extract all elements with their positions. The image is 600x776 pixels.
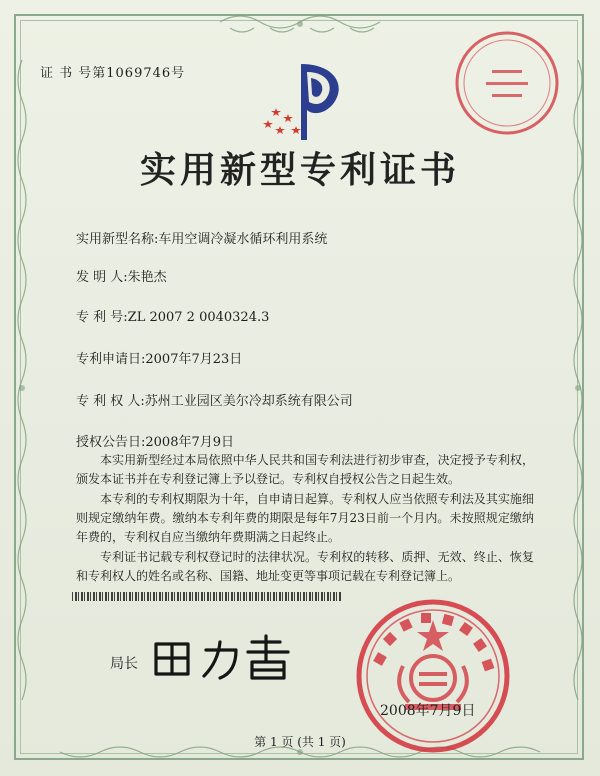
inventor-label: 发 明 人:: [76, 270, 128, 285]
page-title: 实用新型专利证书: [139, 149, 460, 191]
body-paragraph-1: 本实用新型经过本局依照中华人民共和国专利法进行初步审查，决定授予专利权，颁发本证书并在专利登记簿上予以登记。专利权自授权公告之日起生效。: [76, 453, 534, 486]
utility-model-name-label: 实用新型名称:: [76, 232, 159, 247]
patent-number-value: ZL 2007 2 0040324.3: [127, 310, 270, 325]
patent-number-label: 专 利 号:: [76, 310, 128, 325]
patent-holder-field: [76, 390, 353, 409]
inventor-value: 朱艳杰: [127, 270, 167, 285]
verification-stamp-icon: [452, 28, 562, 138]
certificate-number: 证 书 号第1069746号: [40, 66, 186, 81]
grant-date-value: 2008年7月9日: [145, 435, 235, 450]
seal-date: 2008年7月9日: [380, 703, 476, 719]
inventor-field: [76, 266, 167, 285]
page-number: 第 1 页 (共 1 页): [254, 735, 346, 749]
grant-date-field: [76, 431, 234, 450]
director-signature-icon: [148, 632, 298, 682]
official-seal-icon: [353, 596, 513, 756]
filing-date-label: 专利申请日:: [76, 352, 146, 367]
body-paragraph-3: 专利证书记载专利权登记时的法律状况。专利权的转移、质押、无效、终止、恢复和专利权人的姓名或名称、国籍、地址变更等事项记载在专利登记簿上。: [76, 550, 534, 583]
grant-date-label: 授权公告日:: [76, 435, 146, 450]
patent-holder-label: 专 利 权 人:: [76, 394, 145, 409]
filing-date-field: [76, 348, 242, 367]
patent-number-field: [76, 306, 269, 325]
patent-holder-value: 苏州工业园区美尔冷却系统有限公司: [144, 394, 353, 409]
utility-model-name-value: 车用空调冷凝水循环利用系统: [158, 232, 328, 247]
filing-date-value: 2007年7月23日: [145, 352, 243, 367]
director-label: 局长: [110, 656, 138, 672]
body-paragraph-2: 本专利的专利权期限为十年，自申请日起算。专利权人应当依照专利法及其实施细则规定缴纳年费。缴纳本专利年费的期限是每年7月23日前一个月内。未按照规定缴纳年费的，专利权自应当缴纳年费期满之日起终止。: [76, 492, 534, 544]
utility-model-name-field: [76, 228, 327, 247]
patent-office-logo-icon: [255, 56, 355, 146]
barcode: [72, 592, 342, 601]
